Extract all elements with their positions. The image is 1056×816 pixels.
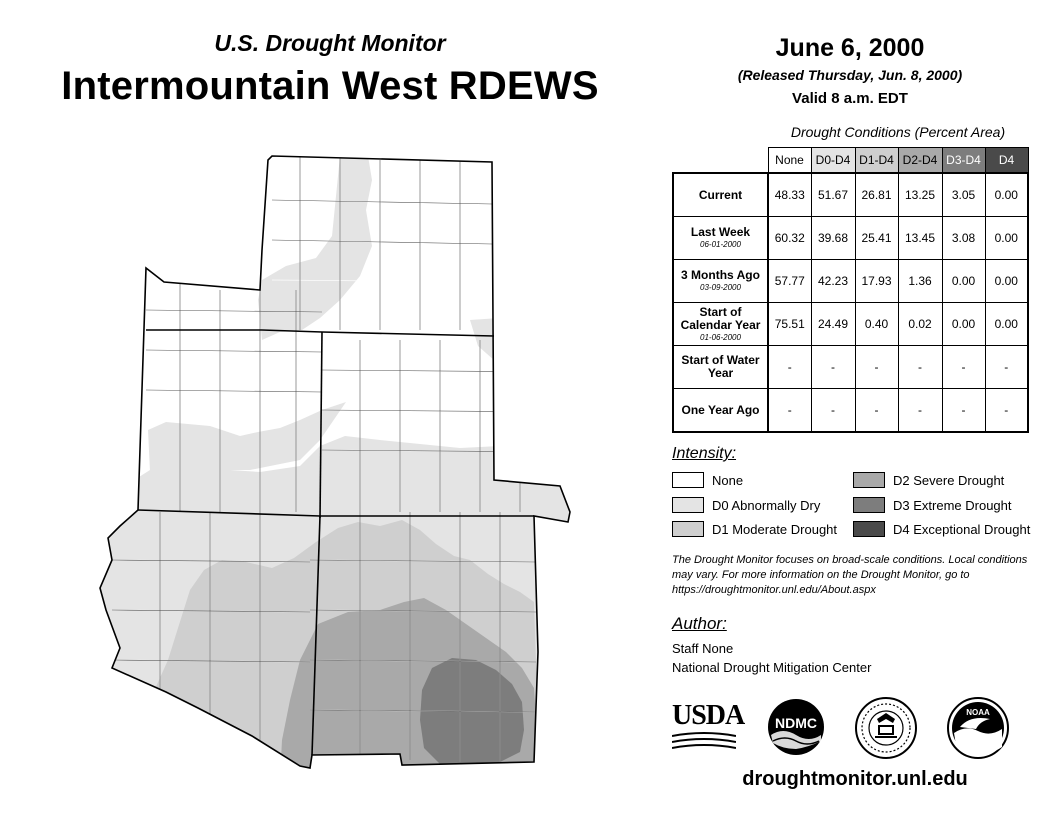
noaa-logo-text: NOAA xyxy=(966,708,990,717)
valid-time: Valid 8 a.m. EDT xyxy=(792,90,908,107)
table-cell: 1.36 xyxy=(898,260,942,303)
row-label xyxy=(673,260,768,303)
legend-label: D4 Exceptional Drought xyxy=(893,521,1031,537)
table-cell: - xyxy=(985,389,1028,433)
row-label xyxy=(673,389,768,433)
table-cell: - xyxy=(898,389,942,433)
disclaimer-note: The Drought Monitor focuses on broad-scale conditions. Local conditions may vary. For more information on the Drought Monitor, go to https://droughtmonitor.unl.edu/About.aspx xyxy=(672,554,1028,596)
row-label xyxy=(673,346,768,389)
legend-item-none xyxy=(672,471,743,489)
drought-map xyxy=(0,140,660,780)
table-cell: 3.05 xyxy=(942,173,985,217)
legend-item-d4 xyxy=(853,520,1030,538)
col-header-d3-d4: D3-D4 xyxy=(942,148,985,174)
table-cell: - xyxy=(985,346,1028,389)
legend-label: D3 Extreme Drought xyxy=(893,497,1012,513)
row-label-text: 3 Months Ago xyxy=(681,268,760,282)
row-label xyxy=(673,303,768,346)
row-label-text: Start of Water Year xyxy=(681,353,760,380)
table-cell: 26.81 xyxy=(855,173,898,217)
legend-swatch xyxy=(672,521,704,537)
legend-swatch xyxy=(672,497,704,513)
legend-item-d1 xyxy=(672,520,837,538)
table-cell: 0.00 xyxy=(985,217,1028,260)
table-cell: 3.08 xyxy=(942,217,985,260)
row-label-text: Current xyxy=(698,187,743,202)
legend-label: D1 Moderate Drought xyxy=(712,521,838,537)
table-cell: - xyxy=(768,346,811,389)
table-cell: 25.41 xyxy=(855,217,898,260)
legend-item-d2 xyxy=(853,471,1004,489)
commerce-seal-logo xyxy=(853,697,919,759)
table-cell: 42.23 xyxy=(811,260,855,303)
release-date: (Released Thursday, Jun. 8, 2000) xyxy=(737,67,963,83)
table-row xyxy=(673,303,1028,346)
table-cell: - xyxy=(855,346,898,389)
table-row xyxy=(673,217,1028,260)
row-label xyxy=(673,173,768,217)
col-header-d4: D4 xyxy=(985,148,1028,174)
legend-title: Intensity: xyxy=(672,445,737,462)
table-cell: 0.00 xyxy=(985,303,1028,346)
legend-item-d3 xyxy=(853,496,1012,514)
ndmc-logo xyxy=(765,697,827,757)
legend-item-d0 xyxy=(672,496,820,514)
table-caption: Drought Conditions (Percent Area) xyxy=(790,124,1006,140)
table-cell: 39.68 xyxy=(811,217,855,260)
table-cell: - xyxy=(811,389,855,433)
table-cell: 0.00 xyxy=(942,260,985,303)
table-cell: - xyxy=(898,346,942,389)
row-label-text: Last Week xyxy=(690,225,751,239)
table-cell: - xyxy=(768,389,811,433)
table-row xyxy=(673,173,1028,217)
table-cell: 17.93 xyxy=(855,260,898,303)
table-row xyxy=(673,346,1028,389)
usda-logo: USDA xyxy=(672,700,745,731)
table-corner xyxy=(673,148,768,174)
table-cell: - xyxy=(811,346,855,389)
table-cell: 24.49 xyxy=(811,303,855,346)
table-cell: 0.00 xyxy=(942,303,985,346)
table-cell: 13.45 xyxy=(898,217,942,260)
table-row xyxy=(673,389,1028,433)
row-date: 06-01-2000 xyxy=(700,240,741,249)
legend-swatch xyxy=(853,497,885,513)
author-name: Staff None xyxy=(672,641,734,656)
legend-swatch xyxy=(672,472,704,488)
table-cell: 48.33 xyxy=(768,173,811,217)
row-date: 03-09-2000 xyxy=(700,283,741,292)
legend-label: D2 Severe Drought xyxy=(893,472,1005,488)
table-cell: - xyxy=(942,346,985,389)
table-cell: 51.67 xyxy=(811,173,855,217)
usda-logo-stripes xyxy=(672,732,736,750)
table-cell: - xyxy=(942,389,985,433)
col-header-d1-d4: D1-D4 xyxy=(855,148,898,174)
col-header-d2-d4: D2-D4 xyxy=(898,148,942,174)
legend-swatch xyxy=(853,521,885,537)
ndmc-logo-text: NDMC xyxy=(775,715,817,731)
author-organization: National Drought Mitigation Center xyxy=(672,660,872,675)
table-cell: - xyxy=(855,389,898,433)
table-cell: 0.40 xyxy=(855,303,898,346)
row-label-text: One Year Ago xyxy=(681,402,760,417)
author-heading: Author: xyxy=(672,614,727,633)
map-title: Intermountain West RDEWS xyxy=(61,64,599,108)
table-cell: 60.32 xyxy=(768,217,811,260)
table-cell: 0.00 xyxy=(985,260,1028,303)
table-cell: 0.02 xyxy=(898,303,942,346)
table-cell: 75.51 xyxy=(768,303,811,346)
map-subtitle: U.S. Drought Monitor xyxy=(214,30,446,56)
table-row xyxy=(673,260,1028,303)
site-url[interactable]: droughtmonitor.unl.edu xyxy=(742,768,968,790)
drought-conditions-table xyxy=(672,147,1029,433)
table-cell: 0.00 xyxy=(985,173,1028,217)
noaa-logo xyxy=(946,697,1010,759)
col-header-d0-d4: D0-D4 xyxy=(811,148,855,174)
legend-label: D0 Abnormally Dry xyxy=(712,497,821,513)
col-header-none: None xyxy=(768,148,811,174)
row-label xyxy=(673,217,768,260)
table-cell: 57.77 xyxy=(768,260,811,303)
legend-swatch xyxy=(853,472,885,488)
legend-label: None xyxy=(712,472,744,488)
row-label-text: Start of Calendar Year xyxy=(680,304,761,332)
map-date: June 6, 2000 xyxy=(775,34,925,62)
row-date: 01-06-2000 xyxy=(700,332,741,342)
table-cell: 13.25 xyxy=(898,173,942,217)
